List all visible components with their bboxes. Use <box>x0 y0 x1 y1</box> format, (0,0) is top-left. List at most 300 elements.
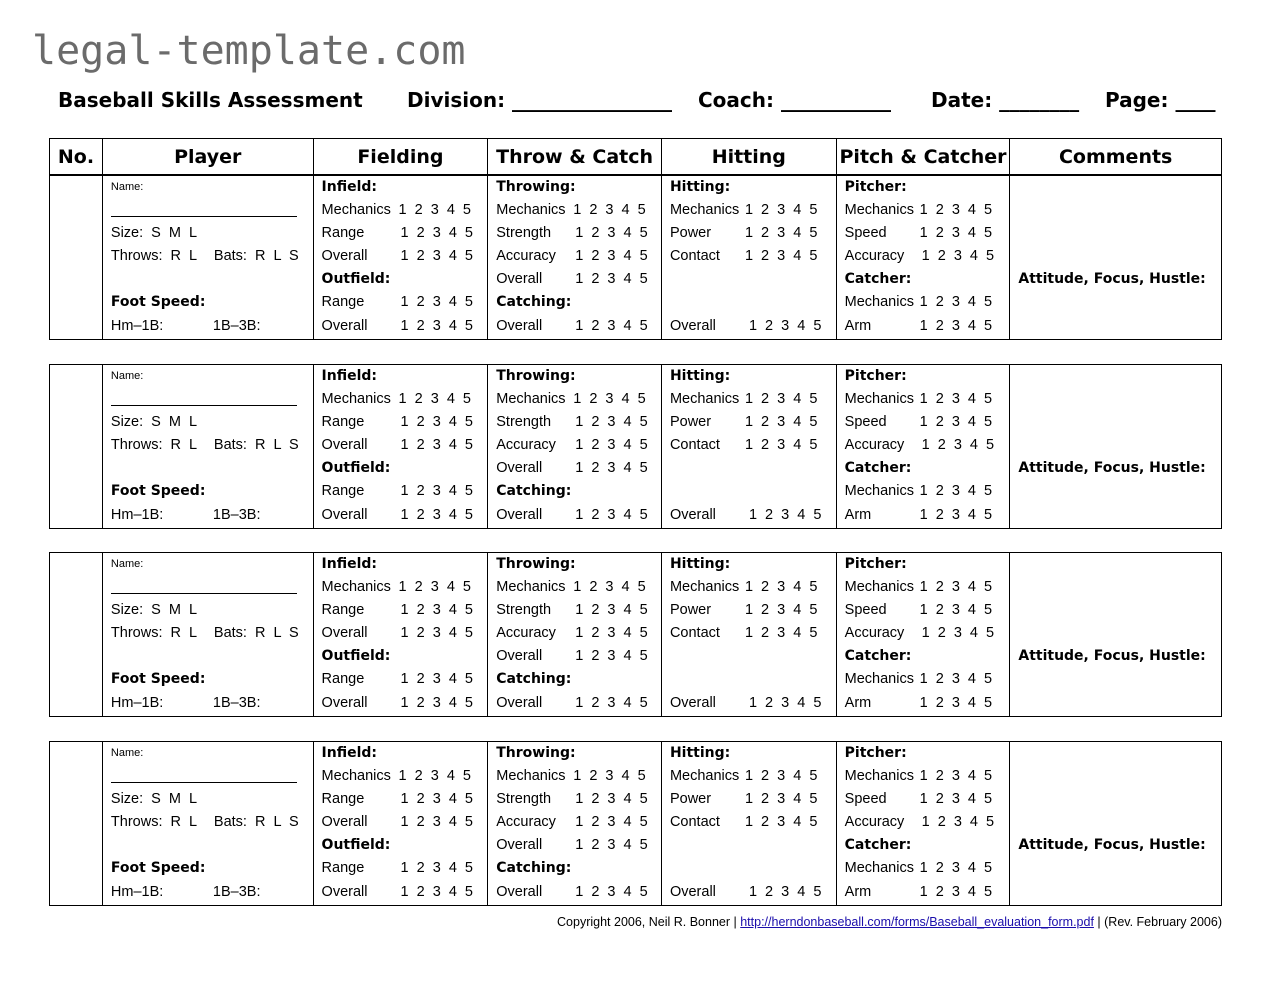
hitting-power-row <box>669 411 818 434</box>
throwing-mechanics-row <box>496 388 647 411</box>
infield-mechanics-label: Mechanics <box>321 579 391 595</box>
hitting-contact-row <box>669 245 818 268</box>
hitting-cell <box>662 176 837 339</box>
fielding-cell <box>314 742 489 905</box>
hitting-label: Hitting: <box>669 745 731 761</box>
player-cell <box>103 365 314 528</box>
outfield-overall-row <box>321 692 474 715</box>
throwing-label: Throwing: <box>496 556 576 572</box>
rating-scale: 1 2 3 4 5 <box>575 648 649 664</box>
pitcher-accuracy-row <box>844 245 995 268</box>
infield-overall-row <box>321 622 474 645</box>
hitting-mechanics-label: Mechanics <box>669 391 740 407</box>
catcher-mechanics-row <box>844 480 993 503</box>
rating-scale: 1 2 3 4 5 <box>400 814 474 830</box>
catcher-mechanics-row <box>844 857 993 880</box>
outfield-range-label: Range <box>321 483 365 499</box>
hitting-mechanics-row <box>669 576 818 599</box>
throwing-strength-row <box>496 411 649 434</box>
rating-scale: 1 2 3 4 5 <box>919 414 993 430</box>
hitting-overall-row <box>669 881 822 904</box>
hitting-overall-row <box>669 504 822 527</box>
catcher-arm-label: Arm <box>844 884 872 900</box>
throwing-strength-label: Strength <box>496 225 552 241</box>
size-options: Size: S M L <box>110 602 198 618</box>
player-block <box>49 175 1222 340</box>
hitting-contact-label: Contact <box>669 248 720 264</box>
column-header-row <box>49 138 1222 175</box>
outfield-range-row <box>321 480 474 503</box>
pitch-catcher-cell <box>837 742 1011 905</box>
hitting-overall-label: Overall <box>669 507 716 523</box>
hitting-cell <box>662 742 837 905</box>
attitude-focus-hustle-label: Attitude, Focus, Hustle: <box>1018 837 1206 853</box>
name-blank <box>111 782 297 783</box>
rating-scale: 1 2 3 4 5 <box>400 695 474 711</box>
pitcher-mechanics-row <box>844 576 993 599</box>
rating-scale: 1 2 3 4 5 <box>744 202 818 218</box>
throwing-overall-label: Overall <box>496 460 543 476</box>
catching-overall-label: Overall <box>496 884 543 900</box>
throwing-label: Throwing: <box>496 368 576 384</box>
first-to-third-label: 1B–3B: <box>212 695 261 711</box>
rating-scale: 1 2 3 4 5 <box>748 884 822 900</box>
rating-scale: 1 2 3 4 5 <box>400 483 474 499</box>
pitcher-mechanics-row <box>844 199 993 222</box>
pitcher-speed-row <box>844 788 993 811</box>
rating-scale: 1 2 3 4 5 <box>744 414 818 430</box>
outfield-overall-label: Overall <box>321 884 368 900</box>
catcher-mechanics-row <box>844 668 993 691</box>
infield-mechanics-row <box>321 765 472 788</box>
outfield-overall-row <box>321 881 474 904</box>
rating-scale: 1 2 3 4 5 <box>919 768 993 784</box>
catcher-mechanics-label: Mechanics <box>844 671 914 687</box>
outfield-range-row <box>321 668 474 691</box>
rating-scale: 1 2 3 4 5 <box>575 791 649 807</box>
pitcher-label: Pitcher: <box>844 179 907 195</box>
catcher-arm-label: Arm <box>844 507 872 523</box>
infield-overall-row <box>321 434 474 457</box>
hitting-contact-row <box>669 622 818 645</box>
form-source-link[interactable]: http://herndonbaseball.com/forms/Baseball_evaluation_form.pdf <box>740 915 1094 929</box>
form-title: Baseball Skills Assessment <box>58 88 363 112</box>
player-cell <box>103 176 314 339</box>
throwing-accuracy-label: Accuracy <box>496 814 556 830</box>
foot-speed-label: Foot Speed: <box>110 671 206 687</box>
comments-cell <box>1010 553 1221 716</box>
infield-range-row <box>321 411 474 434</box>
infield-mechanics-label: Mechanics <box>321 768 391 784</box>
col-header-throw-catch: Throw & Catch <box>488 139 662 174</box>
foot-speed-label: Foot Speed: <box>110 294 206 310</box>
throwing-accuracy-row <box>496 622 649 645</box>
catcher-arm-row <box>844 881 993 904</box>
rating-scale: 1 2 3 4 5 <box>575 814 649 830</box>
infield-mechanics-label: Mechanics <box>321 391 391 407</box>
catcher-label: Catcher: <box>844 271 912 287</box>
pitcher-mechanics-label: Mechanics <box>844 579 914 595</box>
infield-range-label: Range <box>321 791 365 807</box>
infield-range-row <box>321 788 474 811</box>
player-cell <box>103 742 314 905</box>
division-field: Division: ________________ <box>407 88 673 112</box>
player-number-cell <box>50 742 103 905</box>
catcher-arm-row <box>844 315 993 338</box>
throw-catch-cell <box>488 176 662 339</box>
rating-scale: 1 2 3 4 5 <box>748 507 822 523</box>
rating-scale: 1 2 3 4 5 <box>400 437 474 453</box>
rating-scale: 1 2 3 4 5 <box>919 225 993 241</box>
pitcher-accuracy-row <box>844 811 995 834</box>
pitcher-mechanics-label: Mechanics <box>844 391 914 407</box>
throwing-accuracy-label: Accuracy <box>496 248 556 264</box>
pitcher-accuracy-row <box>844 622 995 645</box>
infield-range-row <box>321 222 474 245</box>
comments-cell <box>1010 742 1221 905</box>
attitude-focus-hustle-label: Attitude, Focus, Hustle: <box>1018 271 1206 287</box>
rating-scale: 1 2 3 4 5 <box>921 437 995 453</box>
throwing-accuracy-row <box>496 811 649 834</box>
rating-scale: 1 2 3 4 5 <box>744 814 818 830</box>
hitting-overall-label: Overall <box>669 318 716 334</box>
hitting-cell <box>662 365 837 528</box>
pitcher-accuracy-label: Accuracy <box>844 625 905 641</box>
throwing-overall-row <box>496 268 649 291</box>
home-to-first-label: Hm–1B: <box>110 695 164 711</box>
catching-overall-row <box>496 692 649 715</box>
throws-options: Throws: R L <box>110 437 198 453</box>
rating-scale: 1 2 3 4 5 <box>573 579 647 595</box>
pitch-catcher-cell <box>837 365 1011 528</box>
catching-overall-row <box>496 504 649 527</box>
col-header-hitting: Hitting <box>662 139 837 174</box>
hitting-power-label: Power <box>669 791 712 807</box>
pitcher-label: Pitcher: <box>844 745 907 761</box>
hitting-power-row <box>669 222 818 245</box>
size-options: Size: S M L <box>110 225 198 241</box>
rating-scale: 1 2 3 4 5 <box>575 225 649 241</box>
outfield-label: Outfield: <box>321 648 391 664</box>
outfield-label: Outfield: <box>321 837 391 853</box>
size-options: Size: S M L <box>110 414 198 430</box>
hitting-cell <box>662 553 837 716</box>
player-block <box>49 364 1222 529</box>
date-field: Date: ________ <box>931 88 1080 112</box>
rating-scale: 1 2 3 4 5 <box>400 507 474 523</box>
rating-scale: 1 2 3 4 5 <box>400 414 474 430</box>
infield-label: Infield: <box>321 368 378 384</box>
rating-scale: 1 2 3 4 5 <box>744 768 818 784</box>
rating-scale: 1 2 3 4 5 <box>400 860 474 876</box>
throwing-strength-label: Strength <box>496 791 552 807</box>
rating-scale: 1 2 3 4 5 <box>919 791 993 807</box>
pitcher-mechanics-label: Mechanics <box>844 202 914 218</box>
infield-overall-row <box>321 811 474 834</box>
pitcher-mechanics-row <box>844 765 993 788</box>
pitcher-speed-label: Speed <box>844 602 887 618</box>
rating-scale: 1 2 3 4 5 <box>921 814 995 830</box>
outfield-overall-row <box>321 315 474 338</box>
first-to-third-label: 1B–3B: <box>212 318 261 334</box>
rating-scale: 1 2 3 4 5 <box>398 768 472 784</box>
attitude-focus-hustle-label: Attitude, Focus, Hustle: <box>1018 648 1206 664</box>
col-header-player: Player <box>103 139 314 174</box>
throwing-accuracy-label: Accuracy <box>496 625 556 641</box>
rating-scale: 1 2 3 4 5 <box>575 695 649 711</box>
pitcher-mechanics-label: Mechanics <box>844 768 914 784</box>
rating-scale: 1 2 3 4 5 <box>575 884 649 900</box>
rating-scale: 1 2 3 4 5 <box>919 294 993 310</box>
throwing-strength-label: Strength <box>496 414 552 430</box>
infield-overall-label: Overall <box>321 814 368 830</box>
throwing-mechanics-label: Mechanics <box>496 202 566 218</box>
infield-mechanics-row <box>321 576 472 599</box>
pitch-catcher-cell <box>837 553 1011 716</box>
throwing-strength-label: Strength <box>496 602 552 618</box>
outfield-overall-label: Overall <box>321 318 368 334</box>
name-label: Name: <box>110 747 144 759</box>
foot-speed-label: Foot Speed: <box>110 860 206 876</box>
rating-scale: 1 2 3 4 5 <box>919 507 993 523</box>
hitting-mechanics-label: Mechanics <box>669 202 740 218</box>
rating-scale: 1 2 3 4 5 <box>744 225 818 241</box>
catcher-arm-row <box>844 692 993 715</box>
rating-scale: 1 2 3 4 5 <box>400 625 474 641</box>
throwing-overall-label: Overall <box>496 648 543 664</box>
infield-mechanics-row <box>321 388 472 411</box>
rating-scale: 1 2 3 4 5 <box>919 318 993 334</box>
hitting-mechanics-label: Mechanics <box>669 579 740 595</box>
rating-scale: 1 2 3 4 5 <box>744 579 818 595</box>
throwing-mechanics-row <box>496 765 647 788</box>
rating-scale: 1 2 3 4 5 <box>575 271 649 287</box>
outfield-overall-label: Overall <box>321 695 368 711</box>
fielding-cell <box>314 365 489 528</box>
outfield-range-row <box>321 857 474 880</box>
rating-scale: 1 2 3 4 5 <box>575 602 649 618</box>
hitting-mechanics-label: Mechanics <box>669 768 740 784</box>
throwing-overall-label: Overall <box>496 271 543 287</box>
throwing-overall-row <box>496 834 649 857</box>
copyright-text: Copyright 2006, Neil R. Bonner | <box>557 915 737 929</box>
hitting-mechanics-row <box>669 765 818 788</box>
catching-label: Catching: <box>496 860 572 876</box>
rating-scale: 1 2 3 4 5 <box>575 837 649 853</box>
catcher-mechanics-label: Mechanics <box>844 294 914 310</box>
throwing-label: Throwing: <box>496 179 576 195</box>
hitting-mechanics-row <box>669 388 818 411</box>
rating-scale: 1 2 3 4 5 <box>400 248 474 264</box>
footer <box>557 915 1222 929</box>
rating-scale: 1 2 3 4 5 <box>575 437 649 453</box>
pitcher-speed-row <box>844 599 993 622</box>
rating-scale: 1 2 3 4 5 <box>919 695 993 711</box>
pitcher-accuracy-label: Accuracy <box>844 248 905 264</box>
catcher-arm-label: Arm <box>844 318 872 334</box>
rating-scale: 1 2 3 4 5 <box>748 695 822 711</box>
outfield-label: Outfield: <box>321 271 391 287</box>
foot-speed-label: Foot Speed: <box>110 483 206 499</box>
hitting-overall-row <box>669 315 822 338</box>
infield-overall-label: Overall <box>321 248 368 264</box>
infield-range-label: Range <box>321 225 365 241</box>
name-label: Name: <box>110 181 144 193</box>
rating-scale: 1 2 3 4 5 <box>573 768 647 784</box>
rating-scale: 1 2 3 4 5 <box>400 318 474 334</box>
rating-scale: 1 2 3 4 5 <box>748 318 822 334</box>
infield-label: Infield: <box>321 179 378 195</box>
rating-scale: 1 2 3 4 5 <box>919 483 993 499</box>
rating-scale: 1 2 3 4 5 <box>919 671 993 687</box>
throwing-mechanics-row <box>496 199 647 222</box>
catching-overall-label: Overall <box>496 695 543 711</box>
throwing-label: Throwing: <box>496 745 576 761</box>
infield-range-label: Range <box>321 414 365 430</box>
pitcher-label: Pitcher: <box>844 556 907 572</box>
rating-scale: 1 2 3 4 5 <box>744 602 818 618</box>
rating-scale: 1 2 3 4 5 <box>919 860 993 876</box>
revision-text: | (Rev. February 2006) <box>1097 915 1222 929</box>
outfield-range-label: Range <box>321 860 365 876</box>
catching-overall-row <box>496 315 649 338</box>
pitcher-mechanics-row <box>844 388 993 411</box>
rating-scale: 1 2 3 4 5 <box>919 602 993 618</box>
coach-field: Coach: ___________ <box>698 88 891 112</box>
pitcher-speed-label: Speed <box>844 414 887 430</box>
hitting-contact-label: Contact <box>669 814 720 830</box>
throwing-strength-row <box>496 222 649 245</box>
hitting-mechanics-row <box>669 199 818 222</box>
rating-scale: 1 2 3 4 5 <box>573 202 647 218</box>
rating-scale: 1 2 3 4 5 <box>400 884 474 900</box>
catching-label: Catching: <box>496 294 572 310</box>
throwing-mechanics-row <box>496 576 647 599</box>
throwing-overall-label: Overall <box>496 837 543 853</box>
outfield-range-label: Range <box>321 671 365 687</box>
pitcher-accuracy-label: Accuracy <box>844 437 905 453</box>
attitude-focus-hustle-label: Attitude, Focus, Hustle: <box>1018 460 1206 476</box>
player-cell <box>103 553 314 716</box>
rating-scale: 1 2 3 4 5 <box>575 625 649 641</box>
home-to-first-label: Hm–1B: <box>110 507 164 523</box>
infield-mechanics-label: Mechanics <box>321 202 391 218</box>
rating-scale: 1 2 3 4 5 <box>744 791 818 807</box>
pitcher-speed-row <box>844 222 993 245</box>
name-blank <box>111 216 297 217</box>
comments-cell <box>1010 365 1221 528</box>
catcher-arm-row <box>844 504 993 527</box>
page-field: Page: ____ <box>1105 88 1216 112</box>
hitting-contact-row <box>669 811 818 834</box>
throwing-accuracy-label: Accuracy <box>496 437 556 453</box>
rating-scale: 1 2 3 4 5 <box>744 391 818 407</box>
throw-catch-cell <box>488 742 662 905</box>
pitcher-speed-label: Speed <box>844 225 887 241</box>
infield-overall-label: Overall <box>321 625 368 641</box>
col-header-comments: Comments <box>1058 145 1173 168</box>
throwing-accuracy-row <box>496 434 649 457</box>
home-to-first-label: Hm–1B: <box>110 884 164 900</box>
pitcher-accuracy-row <box>844 434 995 457</box>
catcher-label: Catcher: <box>844 460 912 476</box>
name-label: Name: <box>110 370 144 382</box>
hitting-power-row <box>669 788 818 811</box>
throwing-overall-row <box>496 457 649 480</box>
infield-overall-row <box>321 245 474 268</box>
bats-options: Bats: R L S <box>213 437 299 453</box>
col-header-no: No. <box>50 139 103 174</box>
throwing-mechanics-label: Mechanics <box>496 391 566 407</box>
outfield-range-label: Range <box>321 294 365 310</box>
outfield-label: Outfield: <box>321 460 391 476</box>
infield-range-label: Range <box>321 602 365 618</box>
throws-options: Throws: R L <box>110 248 198 264</box>
hitting-contact-label: Contact <box>669 437 720 453</box>
hitting-power-label: Power <box>669 225 712 241</box>
player-number-cell <box>50 176 103 339</box>
infield-label: Infield: <box>321 556 378 572</box>
hitting-overall-label: Overall <box>669 884 716 900</box>
col-header-pitch-catcher: Pitch & Catcher <box>837 139 1011 174</box>
size-options: Size: S M L <box>110 791 198 807</box>
catcher-label: Catcher: <box>844 837 912 853</box>
infield-overall-label: Overall <box>321 437 368 453</box>
rating-scale: 1 2 3 4 5 <box>398 202 472 218</box>
rating-scale: 1 2 3 4 5 <box>400 791 474 807</box>
hitting-contact-label: Contact <box>669 625 720 641</box>
rating-scale: 1 2 3 4 5 <box>919 391 993 407</box>
outfield-range-row <box>321 291 474 314</box>
catching-label: Catching: <box>496 483 572 499</box>
home-to-first-label: Hm–1B: <box>110 318 164 334</box>
rating-scale: 1 2 3 4 5 <box>919 579 993 595</box>
hitting-overall-row <box>669 692 822 715</box>
catching-overall-label: Overall <box>496 318 543 334</box>
hitting-power-row <box>669 599 818 622</box>
bats-options: Bats: R L S <box>213 625 299 641</box>
pitcher-label: Pitcher: <box>844 368 907 384</box>
rating-scale: 1 2 3 4 5 <box>575 318 649 334</box>
throwing-accuracy-row <box>496 245 649 268</box>
infield-label: Infield: <box>321 745 378 761</box>
throwing-overall-row <box>496 645 649 668</box>
rating-scale: 1 2 3 4 5 <box>744 625 818 641</box>
catcher-label: Catcher: <box>844 648 912 664</box>
hitting-contact-row <box>669 434 818 457</box>
throw-catch-cell <box>488 553 662 716</box>
name-label: Name: <box>110 558 144 570</box>
infield-mechanics-row <box>321 199 472 222</box>
throws-options: Throws: R L <box>110 814 198 830</box>
player-number-cell <box>50 365 103 528</box>
name-blank <box>111 593 297 594</box>
catcher-arm-label: Arm <box>844 695 872 711</box>
watermark: legal-template.com <box>32 28 466 74</box>
catcher-mechanics-label: Mechanics <box>844 860 914 876</box>
hitting-power-label: Power <box>669 414 712 430</box>
hitting-label: Hitting: <box>669 368 731 384</box>
pitcher-speed-label: Speed <box>844 791 887 807</box>
catching-label: Catching: <box>496 671 572 687</box>
outfield-overall-label: Overall <box>321 507 368 523</box>
rating-scale: 1 2 3 4 5 <box>575 507 649 523</box>
first-to-third-label: 1B–3B: <box>212 884 261 900</box>
catching-overall-label: Overall <box>496 507 543 523</box>
player-number-cell <box>50 553 103 716</box>
name-blank <box>111 405 297 406</box>
pitcher-accuracy-label: Accuracy <box>844 814 905 830</box>
